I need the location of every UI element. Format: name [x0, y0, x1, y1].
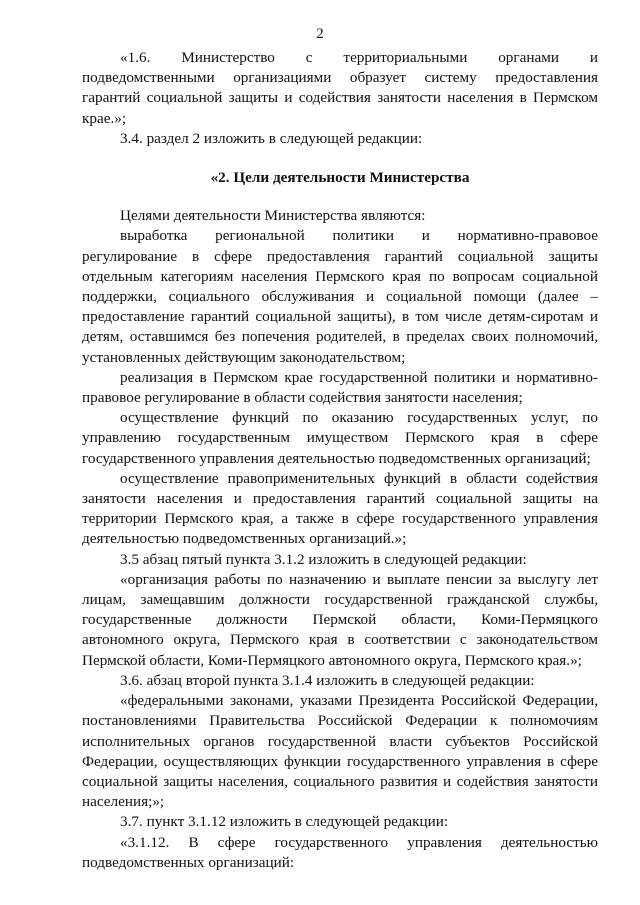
paragraph-3-4: 3.4. раздел 2 изложить в следующей редакции:	[120, 129, 423, 147]
paragraph-goal-2: реализация в Пермском крае государственной политики и нормативно-правовое регулирование в области содействия занятости населения;	[82, 368, 598, 407]
paragraph-goals-intro: Целями деятельности Министерства являются:	[120, 207, 426, 225]
paragraph-3-6-text: «федеральными законами, указами Президента Российской Федерации, постановлениями Правительства Российской Федерации к полномочиям исполнительных органов государственной власти субъектов Российской Федерации, осуществляющих функции государственного управления в сфере социальной защиты населения, социального развития и содействия занятости населения;»;	[82, 692, 598, 811]
paragraph-3-5-text: «организация работы по назначению и выплате пенсии за выслугу лет лицам, замещавшим должности государственной гражданской службы, государственные должности Пермской области, Коми-Пермяцкого автономного округа, Пермского края в соответствии с законодательством Пермской области, Коми-Пермяцкого автономного округа, Пермского края.»;	[82, 570, 598, 669]
paragraph-goal-4: осуществление правоприменительных функций в области содействия занятости населения и предоставления гарантий социальной защиты на территории Пермского края, а также в сфере государственного управления деятельностью подведомственных организаций.»;	[82, 469, 598, 548]
paragraph-3-5: 3.5 абзац пятый пункта 3.1.2 изложить в следующей редакции:	[120, 550, 527, 568]
paragraph-goal-3: осуществление функций по оказанию государственных услуг, по управлению государственным имуществом Пермского края в сфере государственного управления деятельностью подведомственных организаций;	[82, 409, 598, 467]
section-heading: «2. Цели деятельности Министерства	[210, 169, 470, 187]
paragraph-3-7-text: «3.1.12. В сфере государственного управления деятельностью подведомственных организаций:	[82, 833, 598, 871]
paragraph-3-6: 3.6. абзац второй пункта 3.1.4 изложить в следующей редакции:	[120, 671, 535, 689]
paragraph-goal-1: выработка региональной политики и нормативно-правовое регулирование в сфере предоставления гарантий социальной защиты отдельным категориям населения Пермского края по вопросам социальной поддержки, социального обслуживания и социальной помощи (далее – предоставление гарантий социальной защиты), в том числе детям-сиротам и детям, оставшимся без попечения родителей, в пределах своих полномочий, установленных действующим законодательством;	[82, 227, 598, 366]
document-body	[82, 48, 598, 873]
paragraph-3-7: 3.7. пункт 3.1.12 изложить в следующей редакции:	[120, 813, 449, 831]
paragraph-1-6: «1.6. Министерство с территориальными органами и подведомственными организациями образует систему предоставления гарантий социальной защиты и содействия занятости населения в Пермском крае.»;	[82, 49, 598, 127]
page-number: 2	[316, 26, 324, 42]
